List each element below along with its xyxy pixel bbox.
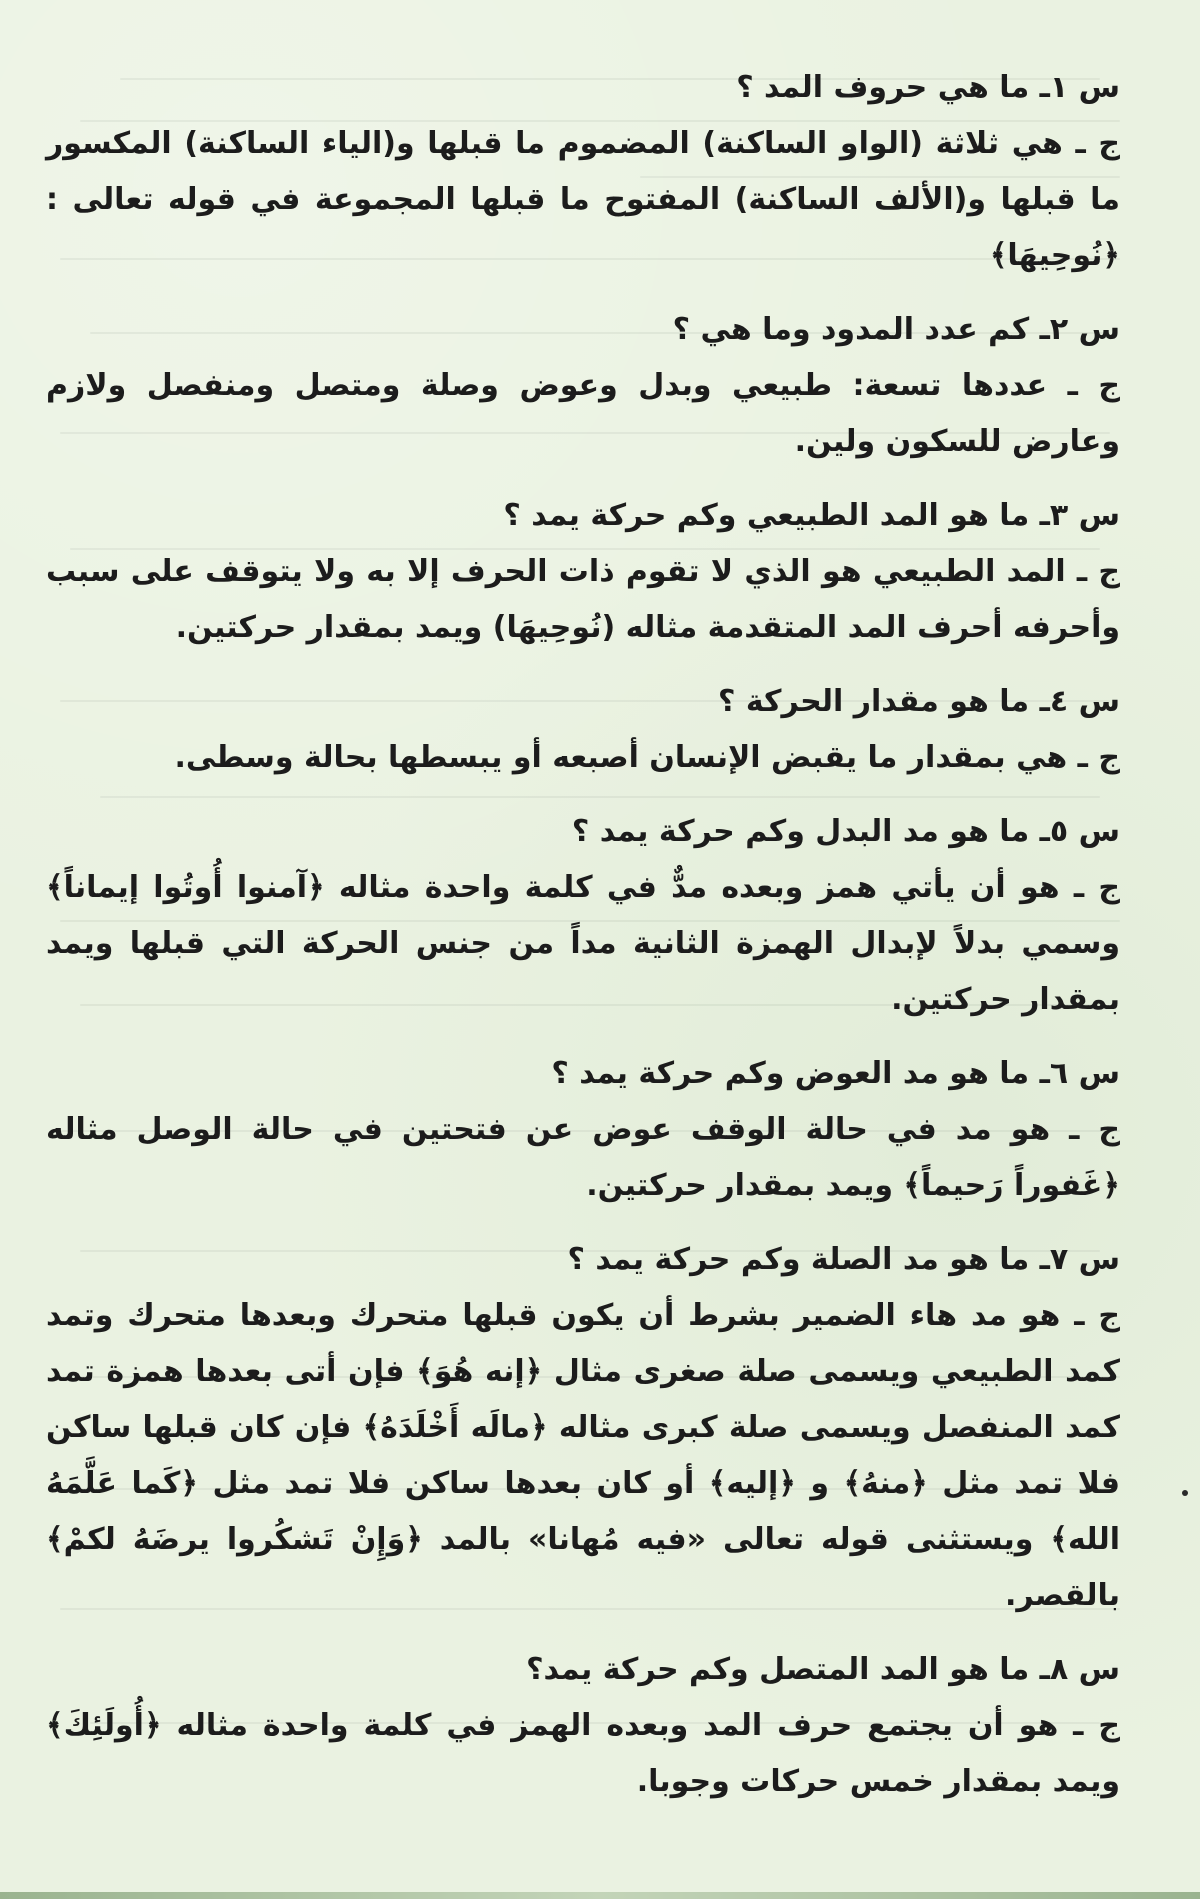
qa-item-7	[46, 1234, 1142, 1624]
qa-section	[46, 62, 1142, 1830]
question-5: س ٥ـ ما هو مد البدل وكم حركة يمد ؟	[571, 814, 1120, 849]
answer-3: ج ـ المد الطبيعي هو الذي لا تقوم ذات الحرف إلا به ولا يتوقف على سبب وأحرفه أحرف المد المتقدمة مثاله (نُوحِيهَا) ويمد بمقدار حركتين.	[46, 554, 1120, 645]
question-6: س ٦ـ ما هو مد العوض وكم حركة يمد ؟	[551, 1056, 1120, 1091]
question-4: س ٤ـ ما هو مقدار الحركة ؟	[717, 684, 1120, 719]
qa-item-4	[46, 676, 1142, 786]
qa-item-8	[46, 1644, 1142, 1810]
qa-item-6	[46, 1048, 1142, 1214]
qa-item-3	[46, 490, 1142, 656]
answer-7: ج ـ هو مد هاء الضمير بشرط أن يكون قبلها متحرك وبعدها متحرك وتمد كمد الطبيعي ويسمى صلة صغرى مثال ﴿إنه هُوَ﴾ فإن أتى بعدها همزة تمد كمد المنفصل ويسمى صلة كبرى مثاله ﴿مالَه أَخْلَدَهُ﴾ فإن كان قبلها ساكن فلا تمد مثل ﴿منهُ﴾ و ﴿إليه﴾ أو كان بعدها ساكن فلا تمد مثل ﴿كَما عَلَّمَهُ الله﴾ ويستثنى قوله تعالى «فيه مُهانا» بالمد ﴿وَإِنْ تَشكُروا يرضَهُ لكمْ﴾ بالقصر.	[46, 1298, 1120, 1613]
answer-5: ج ـ هو أن يأتي همز وبعده مدٌّ في كلمة واحدة مثاله ﴿آمنوا أُوتُوا إيماناً﴾ وسمي بدلاً لإبدال الهمزة الثانية مداً من جنس الحركة التي قبلها ويمد بمقدار حركتين.	[46, 870, 1120, 1017]
qa-item-1	[46, 62, 1142, 284]
answer-1: ج ـ هي ثلاثة (الواو الساكنة) المضموم ما قبلها و(الياء الساكنة) المكسور ما قبلها و(الألف الساكنة) المفتوح ما قبلها المجموعة في قوله تعالى : ﴿نُوحِيهَا﴾	[46, 126, 1120, 273]
question-1: س ١ـ ما هي حروف المد ؟	[736, 70, 1120, 105]
answer-6: ج ـ هو مد في حالة الوقف عوض عن فتحتين في حالة الوصل مثاله ﴿غَفوراً رَحيماً﴾ ويمد بمقدار حركتين.	[46, 1112, 1120, 1203]
margin-dot	[1182, 1490, 1188, 1496]
page-bottom-edge	[0, 1892, 1200, 1899]
question-8: س ٨ـ ما هو المد المتصل وكم حركة يمد؟	[526, 1652, 1120, 1687]
answer-4: ج ـ هي بمقدار ما يقبض الإنسان أصبعه أو يبسطها بحالة وسطى.	[174, 740, 1120, 775]
answer-8: ج ـ هو أن يجتمع حرف المد وبعده الهمز في كلمة واحدة مثاله ﴿أُولَئِكَ﴾ ويمد بمقدار خمس حركات وجوبا.	[46, 1708, 1120, 1799]
question-2: س ٢ـ كم عدد المدود وما هي ؟	[672, 312, 1120, 347]
question-7: س ٧ـ ما هو مد الصلة وكم حركة يمد ؟	[567, 1242, 1120, 1277]
answer-2: ج ـ عددها تسعة: طبيعي وبدل وعوض وصلة ومتصل ومنفصل ولازم وعارض للسكون ولين.	[46, 368, 1120, 459]
qa-item-2	[46, 304, 1142, 470]
qa-item-5	[46, 806, 1142, 1028]
question-3: س ٣ـ ما هو المد الطبيعي وكم حركة يمد ؟	[503, 498, 1120, 533]
